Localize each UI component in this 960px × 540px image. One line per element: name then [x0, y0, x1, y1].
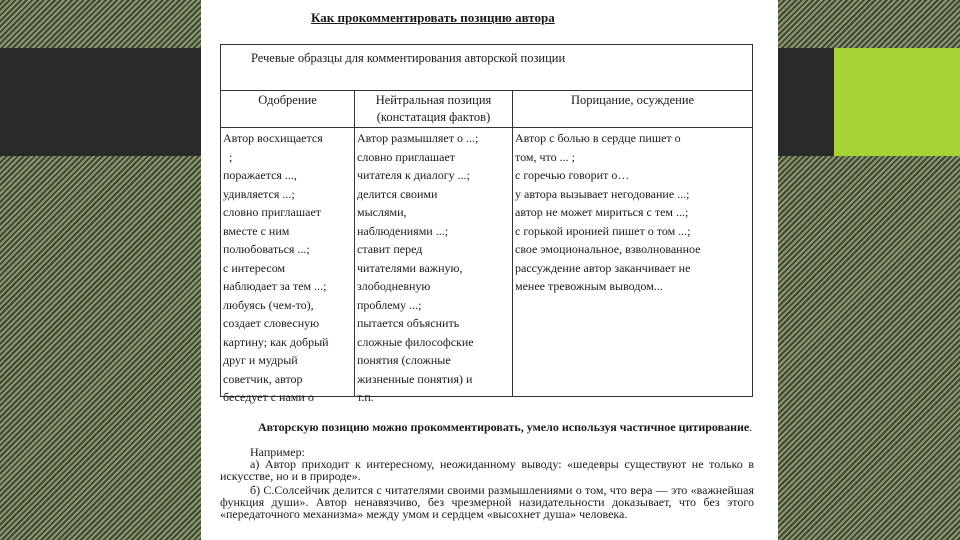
example-label: Например:: [250, 445, 305, 459]
cell-approval: [221, 128, 355, 404]
header-neutral: Нейтральная позиция (констатация фактов): [355, 91, 513, 128]
paragraph-citation: [220, 421, 754, 433]
cell-approval-text: Автор восхищается ; поражается ..., удивляется ...; словно приглашает вместе с ним полюбоваться ...; с интересом наблюдает за тем ...; любуясь (чем-то), создает словесную картину; как добрый друг и мудрый советчик, автор беседует с нами о: [223, 131, 329, 404]
cell-neutral-text: Автор размышляет о ...; словно приглашает читателя к диалогу ...; делится своими мыслями, наблюдениями ...; ставит перед читателями важную, злободневную проблему ...; пытается объяснить сложные философские понятия (сложные жизненные понятия) и т.п.: [357, 131, 479, 404]
example-a: а) Автор приходит к интересному, неожиданному выводу: «шедевры существуют не только в искусстве, но и в природе».: [220, 457, 754, 483]
cell-neutral: [355, 128, 513, 404]
cell-censure: [513, 128, 753, 397]
phrases-table: [220, 44, 753, 404]
paragraph-citation-end: .: [749, 420, 753, 434]
table-caption: Речевые образцы для комментирования авторской позиции: [221, 45, 753, 91]
header-approval: Одобрение: [221, 91, 355, 128]
document-page: [201, 0, 778, 540]
accent-block: [834, 48, 960, 156]
example-b: б) С.Солсейчик делится с читателями своими размышлениями о том, что вера — это «важнейшая функция души». Автор ненавязчиво, без чрезмерной назидательности доказывает, что без этого «передаточного механизма» между умом и сердцем «высохнет душа» человека.: [220, 483, 754, 521]
paragraph-citation-bold: Авторскую позицию можно прокомментировать, умело используя частичное цитирование: [258, 420, 750, 434]
cell-censure-text: Автор с болью в сердце пишет о том, что ... ; с горечью говорит о… у автора вызывает негодование ...; автор не может мириться с тем ...; с горькой иронией пишет о том ...; свое эмоциональное, взволнованное рассуждение автор заканчивает не менее тревожным выводом...: [515, 131, 701, 293]
header-censure: Порицание, осуждение: [513, 91, 753, 128]
document-title: Как прокомментировать позицию автора: [311, 10, 555, 25]
